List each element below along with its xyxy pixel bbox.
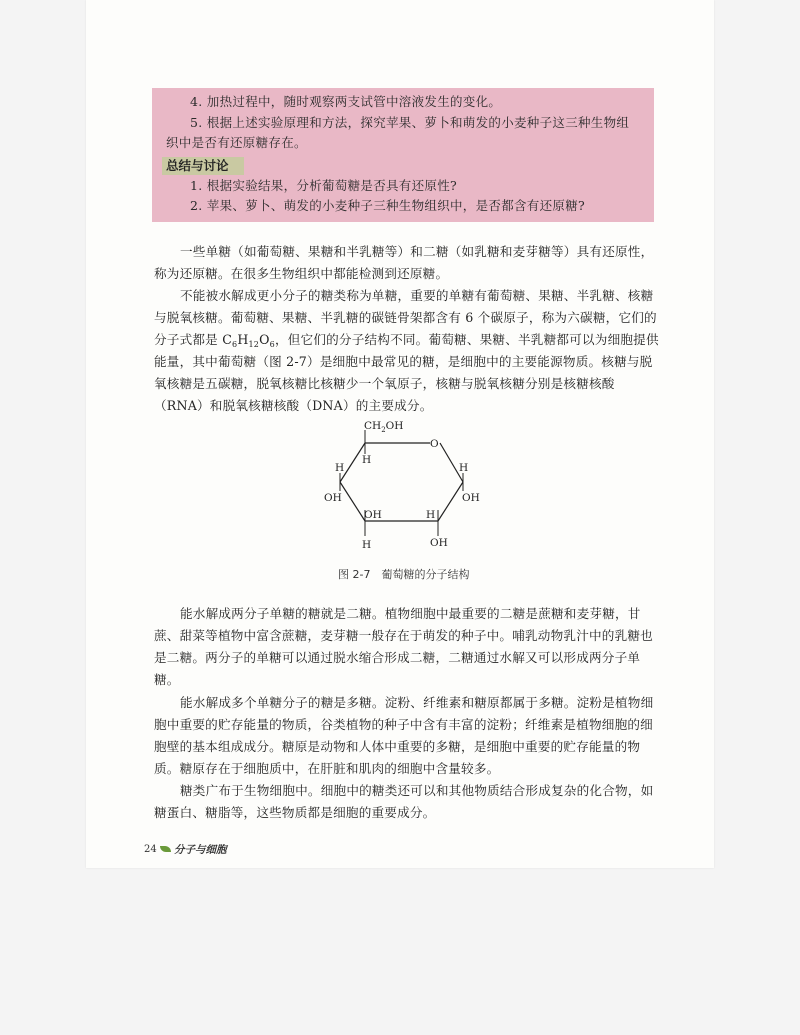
- para2-line1: 不能被水解成更小分子的糖类称为单糖，重要的单糖有葡萄糖、果糖、半乳糖、核糖: [180, 288, 654, 303]
- para4-line4: 质。糖原存在于细胞质中，在肝脏和肌肉的细胞中含量较多。: [154, 761, 500, 776]
- molecular-formula: $C_6H_{12}O_6$: [222, 332, 275, 349]
- oh-label-c4: OH: [324, 492, 342, 504]
- oh-label-c3: OH: [364, 509, 382, 521]
- h-label-c5: H: [362, 454, 372, 466]
- h-label-c1: H: [459, 462, 469, 474]
- para2-line5: 氧核糖是五碳糖，脱氧核糖比核糖少一个氧原子，核糖与脱氧核糖分别是核糖核酸: [154, 376, 615, 391]
- para2-line3: 分子式都是 $C_6H_{12}O_6$，但它们的分子结构不同。葡萄糖、果糖、半乳糖都可以为细胞提供: [154, 332, 659, 349]
- para3-line4: 糖。: [154, 672, 180, 687]
- discussion-question-2: 2. 苹果、萝卜、萌发的小麦种子三种生物组织中，是否都含有还原糖?: [190, 198, 586, 213]
- discussion-question-1: 1. 根据实验结果，分析葡萄糖是否具有还原性?: [190, 178, 458, 193]
- h-label-c4: H: [335, 462, 345, 474]
- para4-line2: 胞中重要的贮存能量的物质，谷类植物的种子中含有丰富的淀粉；纤维素是植物细胞的细: [154, 717, 653, 732]
- book-title: 分子与细胞: [174, 844, 227, 856]
- para1-line1: 一些单糖（如葡萄糖、果糖和半乳糖等）和二糖（如乳糖和麦芽糖等）具有还原性，: [180, 244, 654, 259]
- glucose-structure-diagram: [318, 418, 488, 552]
- summary-discussion-title: 总结与讨论: [162, 157, 244, 175]
- para2-line2: 与脱氧核糖。葡萄糖、果糖、半乳糖的碳链骨架都含有 6 个碳原子，称为六碳糖，它们的: [154, 310, 657, 325]
- h-label-c2: H: [426, 509, 436, 521]
- para5-line2: 糖蛋白、糖脂等，这些物质都是细胞的重要成分。: [154, 805, 436, 820]
- para5-line1: 糖类广布于生物细胞中。细胞中的糖类还可以和其他物质结合形成复杂的化合物，如: [180, 783, 654, 798]
- ring-oxygen-label: O: [430, 438, 439, 450]
- para4-line1: 能水解成多个单糖分子的糖是多糖。淀粉、纤维素和糖原都属于多糖。淀粉是植物细: [180, 695, 654, 710]
- para3-line2: 蔗、甜菜等植物中富含蔗糖，麦芽糖一般存在于萌发的种子中。哺乳动物乳汁中的乳糖也: [154, 628, 653, 643]
- experiment-step-4: 4. 加热过程中，随时观察两支试管中溶液发生的变化。: [190, 94, 502, 109]
- oh-label-c2: OH: [430, 537, 448, 549]
- figure-caption: 图 2-7 葡萄糖的分子结构: [338, 568, 470, 581]
- ch2oh-label: $CH_2OH$: [364, 420, 404, 434]
- experiment-step-5-line2: 织中是否有还原糖存在。: [166, 135, 307, 150]
- para3-line1: 能水解成两分子单糖的糖就是二糖。植物细胞中最重要的二糖是蔗糖和麦芽糖，甘: [180, 606, 641, 621]
- oh-label-c1: OH: [462, 492, 480, 504]
- para2-line4: 能量，其中葡萄糖（图 2-7）是细胞中最常见的糖，是细胞中的主要能源物质。核糖与脱: [154, 354, 653, 369]
- experiment-step-5-line1: 5. 根据上述实验原理和方法，探究苹果、萝卜和萌发的小麦种子这三种生物组: [190, 115, 630, 130]
- para1-line2: 称为还原糖。在很多生物组织中都能检测到还原糖。: [154, 266, 449, 281]
- para2-line6: （RNA）和脱氧核糖核酸（DNA）的主要成分。: [154, 398, 433, 413]
- h-label-c3: H: [362, 539, 372, 551]
- page-number: 24: [144, 844, 157, 855]
- para3-line3: 是二糖。两分子的单糖可以通过脱水缩合形成二糖，二糖通过水解又可以形成两分子单: [154, 650, 641, 665]
- para4-line3: 胞壁的基本组成成分。糖原是动物和人体中重要的多糖，是细胞中重要的贮存能量的物: [154, 739, 641, 754]
